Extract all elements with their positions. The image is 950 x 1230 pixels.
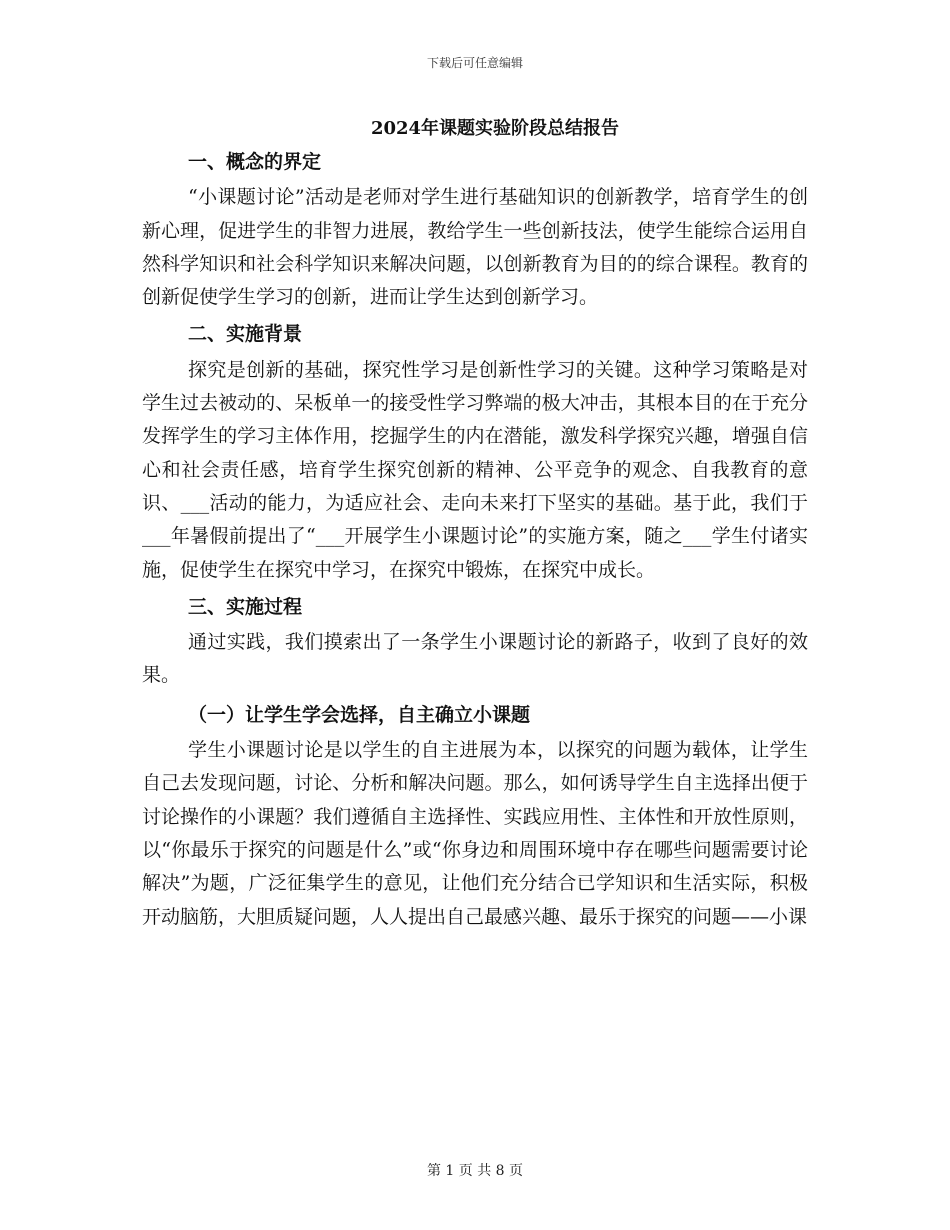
- document-body: [142, 142, 808, 934]
- paragraph-select-topic: 学生小课题讨论是以学生的自主进展为本，以探究的问题为载体，让学生自己去发现问题，讨论、分析和解决问题。那么，如何诱导学生自主选择出便于讨论操作的小课题？我们遵循自主选择性、实践应用性、主体性和开放性原则，以“你最乐于探究的问题是什么”或“你身边和周围环境中存在哪些问题需要讨论解决”为题，广泛征集学生的意见，让他们充分结合已学知识和生活实际，积极开动脑筋，大胆质疑问题，人人提出自己最感兴趣、最乐于探究的问题——小课: [142, 739, 808, 928]
- subsection-heading-select-topic: （一）让学生学会选择，自主确立小课题: [188, 703, 531, 726]
- section-heading-process: 三、实施过程: [188, 595, 303, 618]
- section-heading-concept: 一、概念的界定: [188, 151, 322, 173]
- paragraph-background: 探究是创新的基础，探究性学习是创新性学习的关键。这种学习策略是对学生过去被动的、呆板单一的接受性学习弊端的极大冲击，其根本目的在于充分发挥学生的学习主体作用，挖掘学生的内在潜能，激发科学探究兴趣，增强自信心和社会责任感，培育学生探究创新的精神、公平竞争的观念、自我教育的意识、___活动的能力，为适应社会、走向未来打下坚实的基础。基于此，我们于___年暑假前提出了“___开展学生小课题讨论”的实施方案，随之___学生付诸实施，促使学生在探究中学习，在探究中锻炼，在探究中成长。: [142, 358, 808, 581]
- section-heading-background: 二、实施背景: [188, 323, 303, 346]
- paragraph-process: 通过实践，我们摸索出了一条学生小课题讨论的新路子，收到了良好的效果。: [142, 631, 808, 687]
- paragraph-concept: “小课题讨论”活动是老师对学生进行基础知识的创新教学，培育学生的创新心理，促进学生的非智力进展，教给学生一些创新技法，使学生能综合运用自然科学知识和社会科学知识来解决问题，以创新教育为目的的综合课程。教育的创新促使学生学习的创新，进而让学生达到创新学习。: [142, 186, 808, 309]
- document-title: 2024年课题实验阶段总结报告: [370, 118, 620, 139]
- header-note: 下载后可任意编辑: [426, 56, 523, 70]
- page-number: 第 1 页 共 8 页: [426, 1163, 524, 1179]
